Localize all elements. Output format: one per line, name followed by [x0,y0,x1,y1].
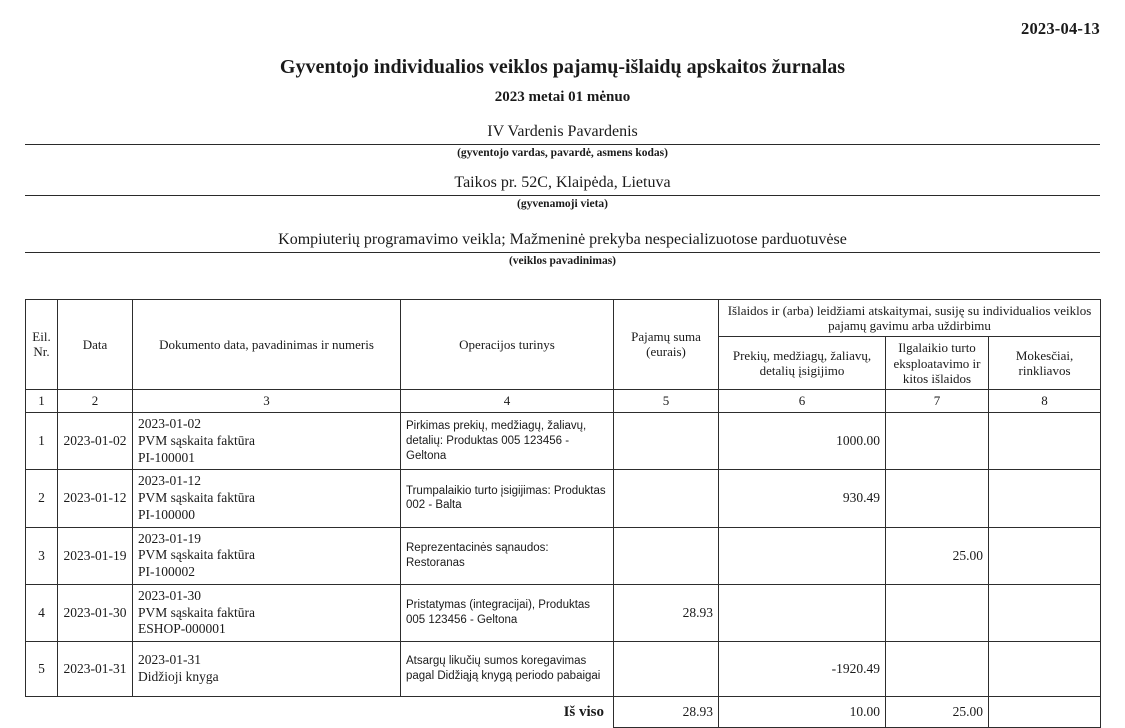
cell-mokesciai [989,413,1101,470]
cell-mokesciai [989,470,1101,527]
totals-row [26,696,1101,727]
cell-eil-nr: 1 [26,413,58,470]
cell-ilgalaikio [886,641,989,696]
cell-ilgalaikio [886,470,989,527]
column-number-4: 4 [401,390,614,413]
cell-dokumentas: 2023-01-19 PVM sąskaita faktūra PI-100002 [133,527,401,584]
totals-prekiu: 10.00 [719,696,886,727]
taxpayer-name-caption: (gyventojo vardas, pavardė, asmens kodas) [457,147,668,160]
cell-prekiu: 930.49 [719,470,886,527]
column-number-8: 8 [989,390,1101,413]
cell-data: 2023-01-12 [58,470,133,527]
table-row [26,641,1101,696]
header-data: Data [58,299,133,390]
cell-data: 2023-01-19 [58,527,133,584]
cell-eil-nr: 4 [26,584,58,641]
table-row [26,413,1101,470]
document-date: 2023-04-13 [1021,19,1100,38]
cell-eil-nr: 5 [26,641,58,696]
header-prekiu: Prekių, medžiagų, žaliavų, detalių įsigijimo [719,337,886,390]
column-number-1: 1 [26,390,58,413]
table-row [26,584,1101,641]
column-number-row [26,390,1101,413]
cell-pajamu-suma [614,470,719,527]
cell-pajamu-suma [614,413,719,470]
table-row [26,527,1101,584]
activity-value: Kompiuterių programavimo veikla; Mažmeninė prekyba nespecializuotose parduotuvėse [278,230,847,248]
header-row-main [26,299,1101,337]
totals-pajamu-suma: 28.93 [614,696,719,727]
cell-dokumentas: 2023-01-31 Didžioji knyga [133,641,401,696]
cell-pajamu-suma [614,527,719,584]
column-number-6: 6 [719,390,886,413]
cell-mokesciai [989,584,1101,641]
header-mokesciai: Mokesčiai, rinkliavos [989,337,1101,390]
cell-dokumentas: 2023-01-30 PVM sąskaita faktūra ESHOP-000001 [133,584,401,641]
cell-pajamu-suma: 28.93 [614,584,719,641]
cell-operacija: Reprezentacinės sąnaudos: Restoranas [401,527,614,584]
cell-data: 2023-01-31 [58,641,133,696]
header-dokumentas: Dokumento data, pavadinimas ir numeris [133,299,401,390]
cell-data: 2023-01-02 [58,413,133,470]
page-title: Gyventojo individualios veiklos pajamų-išlaidų apskaitos žurnalas [279,56,846,79]
cell-pajamu-suma [614,641,719,696]
table-row [26,470,1101,527]
cell-mokesciai [989,527,1101,584]
activity-caption: (veiklos pavadinimas) [508,254,617,267]
taxpayer-info-block [25,122,1100,161]
header-operacijos: Operacijos turinys [401,299,614,390]
page-subtitle: 2023 metai 01 mėnuo [494,89,631,106]
cell-prekiu [719,527,886,584]
column-number-5: 5 [614,390,719,413]
journal-table-body [26,413,1101,728]
cell-dokumentas: 2023-01-02 PVM sąskaita faktūra PI-100001 [133,413,401,470]
column-number-7: 7 [886,390,989,413]
cell-operacija: Pristatymas (integracijai), Produktas 005 123456 - Geltona [401,584,614,641]
totals-label: Iš viso [563,703,604,720]
header-pajamu-suma: Pajamų suma (eurais) [614,299,719,390]
cell-data: 2023-01-30 [58,584,133,641]
journal-table-wrapper [25,299,1100,728]
cell-ilgalaikio [886,584,989,641]
residence-info-block [25,173,1100,212]
header-ilgalaikio: Ilgalaikio turto eksploatavimo ir kitos išlaidos [886,337,989,390]
header-eil-nr: Eil. Nr. [26,299,58,390]
journal-table [25,299,1101,728]
cell-ilgalaikio: 25.00 [886,527,989,584]
column-number-2: 2 [58,390,133,413]
residence-value: Taikos pr. 52C, Klaipėda, Lietuva [454,173,671,191]
journal-table-head [26,299,1101,413]
totals-ilgalaikio: 25.00 [886,696,989,727]
header-islaidos-group: Išlaidos ir (arba) leidžiami atskaitymai, susiję su individualios veiklos pajamų gavimu arba uždirbimu [719,299,1101,337]
cell-prekiu: 1000.00 [719,413,886,470]
cell-eil-nr: 3 [26,527,58,584]
cell-operacija: Pirkimas prekių, medžiagų, žaliavų, detalių: Produktas 005 123456 - Geltona [401,413,614,470]
residence-caption: (gyvenamoji vieta) [516,197,609,210]
totals-mokesciai [989,696,1101,727]
cell-prekiu [719,584,886,641]
cell-ilgalaikio [886,413,989,470]
cell-mokesciai [989,641,1101,696]
column-number-3: 3 [133,390,401,413]
cell-operacija: Trumpalaikio turto įsigijimas: Produktas 002 - Balta [401,470,614,527]
cell-eil-nr: 2 [26,470,58,527]
activity-info-block [25,230,1100,269]
cell-operacija: Atsargų likučių sumos koregavimas pagal Didžiąją knygą periodo pabaigai [401,641,614,696]
cell-prekiu: -1920.49 [719,641,886,696]
cell-dokumentas: 2023-01-12 PVM sąskaita faktūra PI-100000 [133,470,401,527]
taxpayer-name-value: IV Vardenis Pavardenis [487,123,638,141]
